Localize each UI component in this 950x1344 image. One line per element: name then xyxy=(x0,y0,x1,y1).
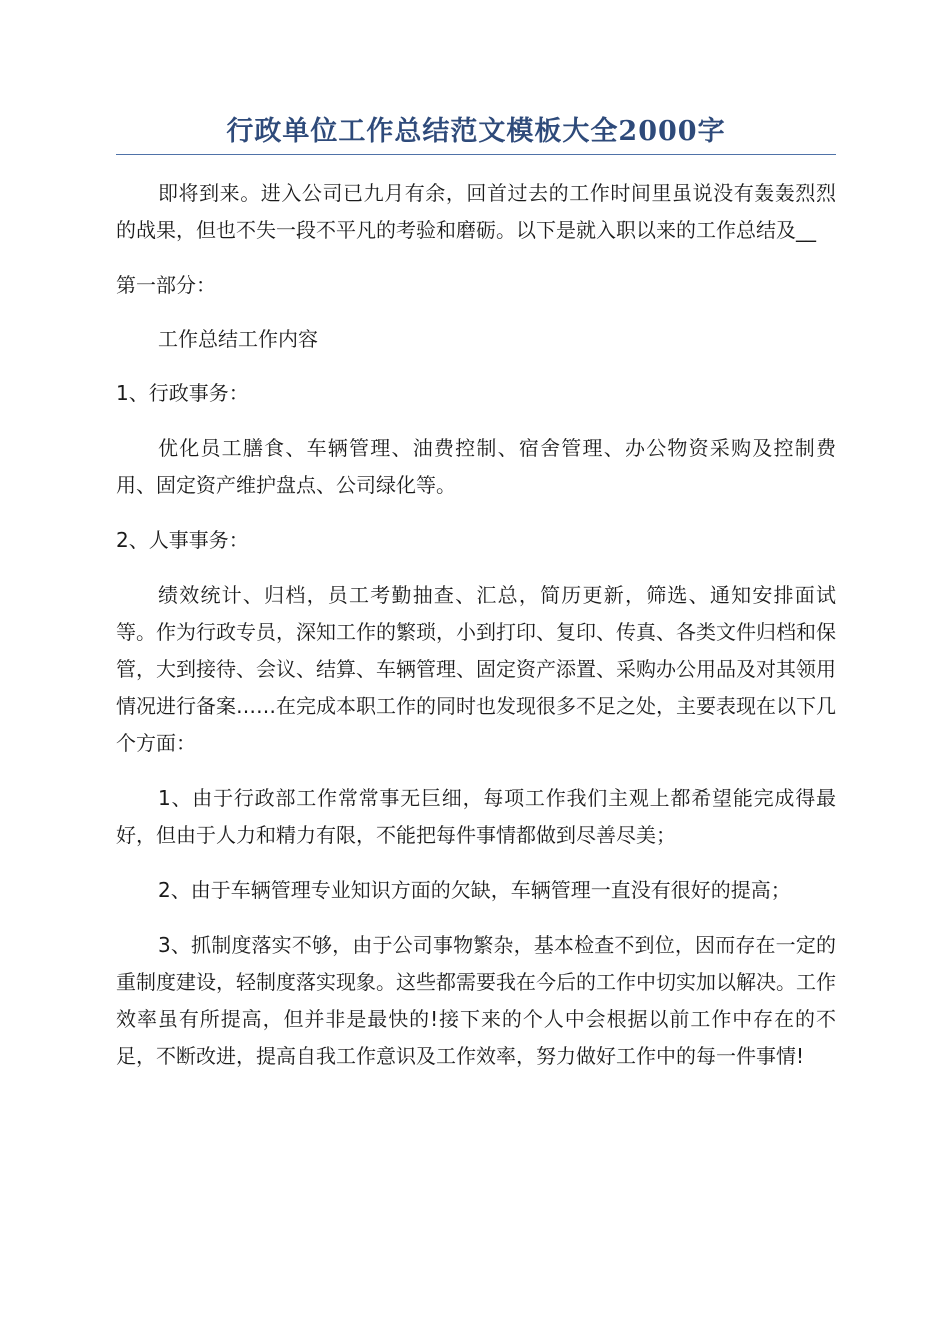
hr-affairs-heading: 2、人事事务： xyxy=(116,528,249,552)
document-title: 行政单位工作总结范文模板大全2000字 xyxy=(226,116,726,147)
intro-paragraph: 即将到来。进入公司已九月有余，回首过去的工作时间里虽说没有轰轰烈烈的战果，但也不失一段不平凡的考验和磨砺。以下是就入职以来的工作总结及__ xyxy=(116,181,836,242)
part-one-heading: 第一部分： xyxy=(116,273,216,297)
shortcoming-point-3: 3、抓制度落实不够，由于公司事物繁杂，基本检查不到位，因而存在一定的重制度建设，轻制度落实现象。这些都需要我在今后的工作中切实加以解决。工作效率虽有所提高，但并非是最快的!接下来的个人中会根据以前工作中存在的不足，不断改进，提高自我工作意识及工作效率，努力做好工作中的每一件事情! xyxy=(116,933,836,1068)
shortcoming-point-2: 2、由于车辆管理专业知识方面的欠缺，车辆管理一直没有很好的提高； xyxy=(158,878,791,902)
title-underline xyxy=(116,154,836,155)
admin-affairs-paragraph: 优化员工膳食、车辆管理、油费控制、宿舍管理、办公物资采购及控制费用、固定资产维护盘点、公司绿化等。 xyxy=(116,436,836,497)
document-page xyxy=(116,0,836,1075)
admin-affairs-heading: 1、行政事务： xyxy=(116,381,249,405)
shortcoming-point-1: 1、由于行政部工作常常事无巨细，每项工作我们主观上都希望能完成得最好，但由于人力和精力有限，不能把每件事情都做到尽善尽美； xyxy=(116,786,836,847)
hr-affairs-paragraph: 绩效统计、归档，员工考勤抽查、汇总，简历更新，筛选、通知安排面试等。作为行政专员，深知工作的繁琐，小到打印、复印、传真、各类文件归档和保管，大到接待、会议、结算、车辆管理、固定资产添置、采购办公用品及对其领用情况进行备案……在完成本职工作的同时也发现很多不足之处，主要表现在以下几个方面： xyxy=(116,583,836,755)
summary-heading: 工作总结工作内容 xyxy=(158,327,318,351)
